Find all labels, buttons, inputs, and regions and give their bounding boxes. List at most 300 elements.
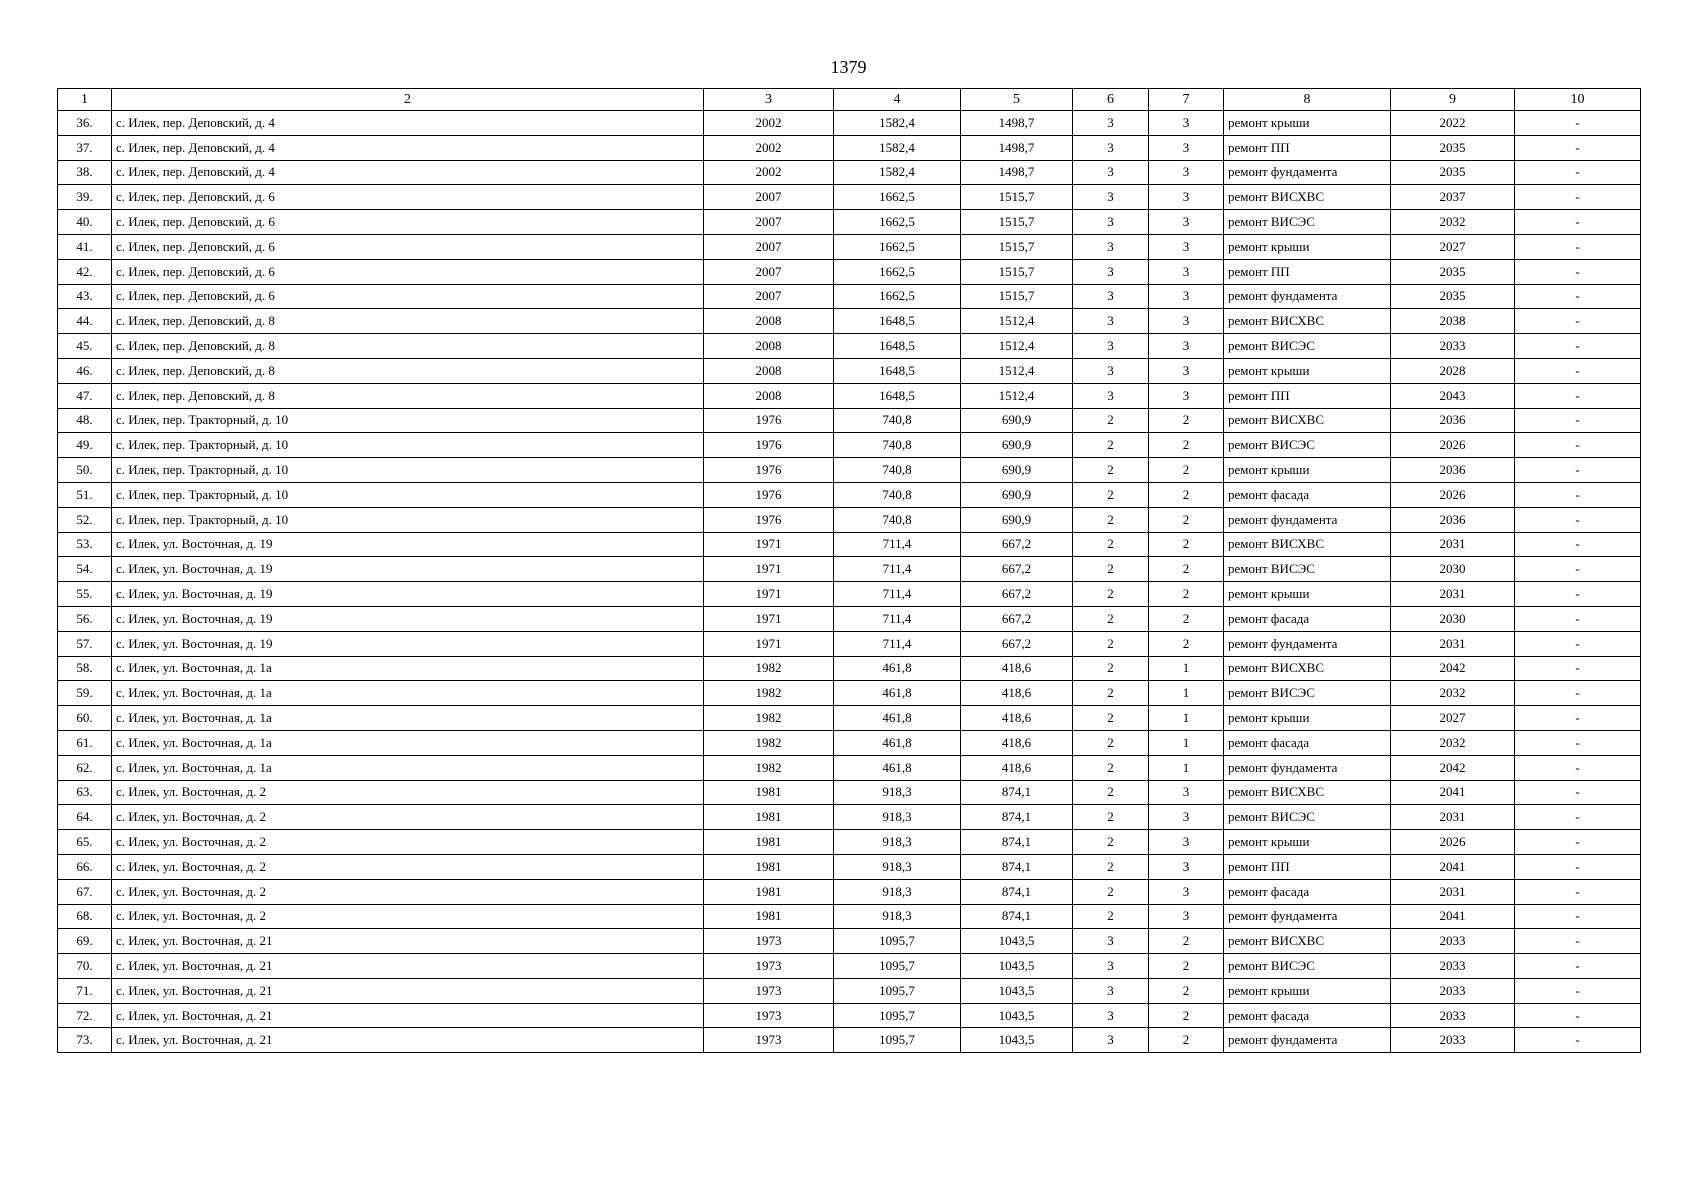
cell-build-year: 1981 <box>704 805 834 830</box>
cell-living-area: 1498,7 <box>961 160 1073 185</box>
cell-row-number: 60. <box>58 706 112 731</box>
cell-row-number: 55. <box>58 582 112 607</box>
cell-note: - <box>1515 606 1641 631</box>
cell-planned-year: 2028 <box>1391 358 1515 383</box>
table-row <box>58 755 1641 780</box>
cell-entrances: 1 <box>1149 681 1224 706</box>
cell-total-area: 1095,7 <box>834 954 961 979</box>
cell-address: с. Илек, пер. Деповский, д. 4 <box>112 111 704 136</box>
cell-entrances: 1 <box>1149 656 1224 681</box>
cell-note: - <box>1515 111 1641 136</box>
cell-work-type: ремонт фасада <box>1224 482 1391 507</box>
cell-total-area: 740,8 <box>834 408 961 433</box>
cell-total-area: 1648,5 <box>834 334 961 359</box>
cell-entrances: 2 <box>1149 1028 1224 1053</box>
cell-planned-year: 2027 <box>1391 234 1515 259</box>
cell-note: - <box>1515 284 1641 309</box>
cell-address: с. Илек, пер. Деповский, д. 4 <box>112 160 704 185</box>
cell-floors: 3 <box>1073 210 1149 235</box>
table-row <box>58 160 1641 185</box>
cell-work-type: ремонт ВИСХВС <box>1224 532 1391 557</box>
cell-planned-year: 2035 <box>1391 135 1515 160</box>
cell-planned-year: 2031 <box>1391 805 1515 830</box>
cell-build-year: 1971 <box>704 532 834 557</box>
cell-address: с. Илек, ул. Восточная, д. 19 <box>112 557 704 582</box>
cell-address: с. Илек, пер. Тракторный, д. 10 <box>112 408 704 433</box>
cell-work-type: ремонт крыши <box>1224 706 1391 731</box>
cell-entrances: 3 <box>1149 358 1224 383</box>
cell-build-year: 1976 <box>704 408 834 433</box>
cell-row-number: 67. <box>58 879 112 904</box>
cell-entrances: 1 <box>1149 730 1224 755</box>
cell-total-area: 740,8 <box>834 458 961 483</box>
cell-entrances: 2 <box>1149 408 1224 433</box>
cell-row-number: 46. <box>58 358 112 383</box>
cell-living-area: 874,1 <box>961 830 1073 855</box>
column-header: 7 <box>1149 89 1224 111</box>
cell-planned-year: 2026 <box>1391 482 1515 507</box>
cell-floors: 3 <box>1073 1028 1149 1053</box>
cell-entrances: 3 <box>1149 135 1224 160</box>
table-row <box>58 656 1641 681</box>
cell-planned-year: 2033 <box>1391 954 1515 979</box>
cell-floors: 3 <box>1073 135 1149 160</box>
cell-planned-year: 2036 <box>1391 408 1515 433</box>
cell-floors: 2 <box>1073 582 1149 607</box>
cell-living-area: 1043,5 <box>961 954 1073 979</box>
cell-planned-year: 2031 <box>1391 879 1515 904</box>
cell-planned-year: 2026 <box>1391 433 1515 458</box>
cell-living-area: 418,6 <box>961 656 1073 681</box>
cell-floors: 2 <box>1073 780 1149 805</box>
cell-address: с. Илек, ул. Восточная, д. 19 <box>112 631 704 656</box>
cell-living-area: 690,9 <box>961 408 1073 433</box>
cell-address: с. Илек, ул. Восточная, д. 19 <box>112 582 704 607</box>
cell-note: - <box>1515 730 1641 755</box>
cell-planned-year: 2035 <box>1391 160 1515 185</box>
cell-entrances: 2 <box>1149 532 1224 557</box>
cell-floors: 3 <box>1073 358 1149 383</box>
table-row <box>58 830 1641 855</box>
column-header: 6 <box>1073 89 1149 111</box>
cell-build-year: 1971 <box>704 631 834 656</box>
table-row <box>58 383 1641 408</box>
cell-row-number: 65. <box>58 830 112 855</box>
cell-address: с. Илек, ул. Восточная, д. 19 <box>112 532 704 557</box>
cell-floors: 2 <box>1073 458 1149 483</box>
column-header: 2 <box>112 89 704 111</box>
cell-total-area: 711,4 <box>834 582 961 607</box>
cell-row-number: 53. <box>58 532 112 557</box>
column-header: 8 <box>1224 89 1391 111</box>
cell-address: с. Илек, ул. Восточная, д. 21 <box>112 929 704 954</box>
cell-note: - <box>1515 929 1641 954</box>
cell-total-area: 1662,5 <box>834 259 961 284</box>
cell-note: - <box>1515 830 1641 855</box>
cell-address: с. Илек, пер. Деповский, д. 6 <box>112 259 704 284</box>
cell-living-area: 1512,4 <box>961 383 1073 408</box>
cell-living-area: 418,6 <box>961 706 1073 731</box>
cell-note: - <box>1515 656 1641 681</box>
cell-address: с. Илек, ул. Восточная, д. 21 <box>112 954 704 979</box>
cell-work-type: ремонт ВИСХВС <box>1224 780 1391 805</box>
cell-floors: 2 <box>1073 532 1149 557</box>
table-row <box>58 507 1641 532</box>
cell-work-type: ремонт крыши <box>1224 234 1391 259</box>
cell-total-area: 740,8 <box>834 507 961 532</box>
cell-floors: 2 <box>1073 854 1149 879</box>
cell-address: с. Илек, пер. Деповский, д. 6 <box>112 210 704 235</box>
cell-living-area: 690,9 <box>961 507 1073 532</box>
cell-build-year: 2008 <box>704 334 834 359</box>
cell-row-number: 41. <box>58 234 112 259</box>
cell-address: с. Илек, пер. Тракторный, д. 10 <box>112 482 704 507</box>
cell-note: - <box>1515 259 1641 284</box>
cell-total-area: 711,4 <box>834 606 961 631</box>
cell-entrances: 3 <box>1149 210 1224 235</box>
cell-address: с. Илек, ул. Восточная, д. 19 <box>112 606 704 631</box>
cell-total-area: 711,4 <box>834 532 961 557</box>
cell-total-area: 1582,4 <box>834 160 961 185</box>
cell-build-year: 1971 <box>704 582 834 607</box>
cell-floors: 2 <box>1073 730 1149 755</box>
table-row <box>58 408 1641 433</box>
cell-planned-year: 2033 <box>1391 1003 1515 1028</box>
cell-build-year: 1982 <box>704 681 834 706</box>
cell-floors: 3 <box>1073 234 1149 259</box>
cell-build-year: 1981 <box>704 879 834 904</box>
cell-note: - <box>1515 185 1641 210</box>
cell-total-area: 1662,5 <box>834 234 961 259</box>
cell-row-number: 43. <box>58 284 112 309</box>
cell-row-number: 62. <box>58 755 112 780</box>
cell-build-year: 2007 <box>704 185 834 210</box>
cell-planned-year: 2035 <box>1391 284 1515 309</box>
table-row <box>58 606 1641 631</box>
cell-work-type: ремонт ВИСЭС <box>1224 557 1391 582</box>
cell-planned-year: 2032 <box>1391 730 1515 755</box>
cell-note: - <box>1515 1003 1641 1028</box>
cell-address: с. Илек, ул. Восточная, д. 1а <box>112 656 704 681</box>
cell-living-area: 667,2 <box>961 557 1073 582</box>
cell-total-area: 711,4 <box>834 631 961 656</box>
cell-row-number: 40. <box>58 210 112 235</box>
cell-note: - <box>1515 334 1641 359</box>
cell-note: - <box>1515 234 1641 259</box>
cell-floors: 2 <box>1073 805 1149 830</box>
table-row <box>58 210 1641 235</box>
cell-build-year: 2002 <box>704 135 834 160</box>
cell-work-type: ремонт ВИСХВС <box>1224 929 1391 954</box>
cell-entrances: 2 <box>1149 582 1224 607</box>
cell-entrances: 3 <box>1149 160 1224 185</box>
cell-note: - <box>1515 160 1641 185</box>
cell-entrances: 3 <box>1149 185 1224 210</box>
cell-living-area: 874,1 <box>961 854 1073 879</box>
cell-work-type: ремонт ВИСЭС <box>1224 210 1391 235</box>
cell-floors: 2 <box>1073 482 1149 507</box>
table-row <box>58 458 1641 483</box>
table-row <box>58 433 1641 458</box>
cell-build-year: 1971 <box>704 557 834 582</box>
cell-total-area: 1648,5 <box>834 358 961 383</box>
table-row <box>58 1028 1641 1053</box>
cell-note: - <box>1515 210 1641 235</box>
table-row <box>58 631 1641 656</box>
cell-entrances: 2 <box>1149 606 1224 631</box>
cell-entrances: 2 <box>1149 954 1224 979</box>
cell-build-year: 1982 <box>704 656 834 681</box>
cell-living-area: 667,2 <box>961 606 1073 631</box>
cell-living-area: 1498,7 <box>961 135 1073 160</box>
cell-planned-year: 2035 <box>1391 259 1515 284</box>
cell-total-area: 918,3 <box>834 830 961 855</box>
cell-entrances: 2 <box>1149 1003 1224 1028</box>
cell-row-number: 47. <box>58 383 112 408</box>
cell-planned-year: 2031 <box>1391 631 1515 656</box>
cell-row-number: 51. <box>58 482 112 507</box>
cell-floors: 3 <box>1073 111 1149 136</box>
cell-living-area: 1515,7 <box>961 210 1073 235</box>
cell-floors: 3 <box>1073 954 1149 979</box>
cell-note: - <box>1515 532 1641 557</box>
cell-build-year: 1981 <box>704 830 834 855</box>
cell-work-type: ремонт ВИСЭС <box>1224 805 1391 830</box>
cell-row-number: 69. <box>58 929 112 954</box>
cell-build-year: 2008 <box>704 358 834 383</box>
cell-work-type: ремонт фундамента <box>1224 631 1391 656</box>
cell-build-year: 2007 <box>704 259 834 284</box>
cell-build-year: 1973 <box>704 1003 834 1028</box>
cell-planned-year: 2033 <box>1391 978 1515 1003</box>
table-row <box>58 557 1641 582</box>
cell-floors: 3 <box>1073 334 1149 359</box>
cell-row-number: 58. <box>58 656 112 681</box>
cell-total-area: 740,8 <box>834 433 961 458</box>
cell-total-area: 1582,4 <box>834 111 961 136</box>
page-number: 1379 <box>830 57 867 77</box>
cell-living-area: 1043,5 <box>961 978 1073 1003</box>
cell-row-number: 63. <box>58 780 112 805</box>
cell-row-number: 50. <box>58 458 112 483</box>
cell-living-area: 1498,7 <box>961 111 1073 136</box>
cell-note: - <box>1515 582 1641 607</box>
cell-living-area: 667,2 <box>961 532 1073 557</box>
cell-living-area: 1515,7 <box>961 284 1073 309</box>
cell-address: с. Илек, пер. Деповский, д. 8 <box>112 309 704 334</box>
cell-row-number: 48. <box>58 408 112 433</box>
table-row <box>58 879 1641 904</box>
cell-note: - <box>1515 482 1641 507</box>
cell-planned-year: 2041 <box>1391 854 1515 879</box>
cell-row-number: 54. <box>58 557 112 582</box>
cell-work-type: ремонт крыши <box>1224 582 1391 607</box>
cell-entrances: 3 <box>1149 334 1224 359</box>
cell-floors: 2 <box>1073 631 1149 656</box>
cell-total-area: 918,3 <box>834 780 961 805</box>
cell-floors: 3 <box>1073 185 1149 210</box>
cell-note: - <box>1515 557 1641 582</box>
cell-living-area: 690,9 <box>961 433 1073 458</box>
cell-total-area: 461,8 <box>834 681 961 706</box>
table-row <box>58 1003 1641 1028</box>
cell-entrances: 2 <box>1149 978 1224 1003</box>
cell-row-number: 64. <box>58 805 112 830</box>
cell-note: - <box>1515 358 1641 383</box>
cell-total-area: 461,8 <box>834 656 961 681</box>
cell-entrances: 3 <box>1149 111 1224 136</box>
cell-planned-year: 2031 <box>1391 532 1515 557</box>
cell-row-number: 52. <box>58 507 112 532</box>
cell-address: с. Илек, пер. Деповский, д. 6 <box>112 234 704 259</box>
cell-living-area: 874,1 <box>961 805 1073 830</box>
cell-floors: 2 <box>1073 433 1149 458</box>
cell-planned-year: 2031 <box>1391 582 1515 607</box>
cell-floors: 3 <box>1073 309 1149 334</box>
cell-work-type: ремонт ПП <box>1224 135 1391 160</box>
cell-planned-year: 2041 <box>1391 780 1515 805</box>
table-row <box>58 780 1641 805</box>
cell-work-type: ремонт фундамента <box>1224 755 1391 780</box>
table-row <box>58 929 1641 954</box>
cell-planned-year: 2043 <box>1391 383 1515 408</box>
cell-work-type: ремонт ВИСЭС <box>1224 681 1391 706</box>
cell-address: с. Илек, пер. Деповский, д. 8 <box>112 334 704 359</box>
cell-total-area: 918,3 <box>834 805 961 830</box>
cell-work-type: ремонт крыши <box>1224 358 1391 383</box>
cell-build-year: 1981 <box>704 904 834 929</box>
cell-build-year: 1976 <box>704 458 834 483</box>
cell-row-number: 73. <box>58 1028 112 1053</box>
table-row <box>58 284 1641 309</box>
cell-address: с. Илек, ул. Восточная, д. 2 <box>112 805 704 830</box>
cell-planned-year: 2033 <box>1391 1028 1515 1053</box>
cell-entrances: 3 <box>1149 309 1224 334</box>
cell-living-area: 418,6 <box>961 755 1073 780</box>
cell-work-type: ремонт фасада <box>1224 606 1391 631</box>
table-row <box>58 706 1641 731</box>
cell-entrances: 2 <box>1149 631 1224 656</box>
cell-planned-year: 2042 <box>1391 755 1515 780</box>
cell-note: - <box>1515 458 1641 483</box>
cell-note: - <box>1515 805 1641 830</box>
cell-planned-year: 2032 <box>1391 210 1515 235</box>
cell-work-type: ремонт ПП <box>1224 259 1391 284</box>
cell-entrances: 2 <box>1149 557 1224 582</box>
cell-work-type: ремонт ВИСЭС <box>1224 334 1391 359</box>
cell-living-area: 874,1 <box>961 904 1073 929</box>
cell-address: с. Илек, ул. Восточная, д. 1а <box>112 755 704 780</box>
cell-note: - <box>1515 904 1641 929</box>
cell-entrances: 3 <box>1149 284 1224 309</box>
cell-row-number: 37. <box>58 135 112 160</box>
cell-planned-year: 2030 <box>1391 557 1515 582</box>
cell-entrances: 3 <box>1149 234 1224 259</box>
cell-total-area: 918,3 <box>834 854 961 879</box>
cell-floors: 3 <box>1073 929 1149 954</box>
cell-address: с. Илек, ул. Восточная, д. 1а <box>112 706 704 731</box>
cell-planned-year: 2037 <box>1391 185 1515 210</box>
cell-note: - <box>1515 706 1641 731</box>
cell-address: с. Илек, пер. Тракторный, д. 10 <box>112 458 704 483</box>
column-header: 9 <box>1391 89 1515 111</box>
cell-living-area: 1043,5 <box>961 1003 1073 1028</box>
cell-row-number: 44. <box>58 309 112 334</box>
cell-build-year: 2008 <box>704 383 834 408</box>
cell-row-number: 70. <box>58 954 112 979</box>
header-row <box>58 89 1641 111</box>
table-row <box>58 854 1641 879</box>
table-row <box>58 904 1641 929</box>
cell-build-year: 2002 <box>704 160 834 185</box>
cell-entrances: 3 <box>1149 830 1224 855</box>
cell-total-area: 918,3 <box>834 879 961 904</box>
cell-address: с. Илек, ул. Восточная, д. 1а <box>112 681 704 706</box>
cell-floors: 2 <box>1073 557 1149 582</box>
cell-build-year: 2007 <box>704 234 834 259</box>
cell-row-number: 45. <box>58 334 112 359</box>
cell-build-year: 2008 <box>704 309 834 334</box>
table-row <box>58 111 1641 136</box>
cell-planned-year: 2022 <box>1391 111 1515 136</box>
cell-address: с. Илек, ул. Восточная, д. 2 <box>112 904 704 929</box>
cell-row-number: 72. <box>58 1003 112 1028</box>
cell-build-year: 2007 <box>704 210 834 235</box>
table-row <box>58 681 1641 706</box>
cell-row-number: 36. <box>58 111 112 136</box>
cell-build-year: 1976 <box>704 433 834 458</box>
cell-total-area: 1095,7 <box>834 929 961 954</box>
cell-build-year: 1982 <box>704 706 834 731</box>
cell-entrances: 2 <box>1149 433 1224 458</box>
cell-work-type: ремонт крыши <box>1224 111 1391 136</box>
cell-living-area: 690,9 <box>961 458 1073 483</box>
cell-floors: 2 <box>1073 755 1149 780</box>
cell-floors: 3 <box>1073 259 1149 284</box>
cell-address: с. Илек, пер. Деповский, д. 8 <box>112 358 704 383</box>
table-row <box>58 185 1641 210</box>
cell-work-type: ремонт фасада <box>1224 1003 1391 1028</box>
cell-floors: 2 <box>1073 408 1149 433</box>
cell-build-year: 2002 <box>704 111 834 136</box>
cell-entrances: 1 <box>1149 755 1224 780</box>
table-row <box>58 482 1641 507</box>
cell-living-area: 1043,5 <box>961 929 1073 954</box>
cell-living-area: 874,1 <box>961 780 1073 805</box>
cell-planned-year: 2038 <box>1391 309 1515 334</box>
table-row <box>58 334 1641 359</box>
cell-entrances: 2 <box>1149 482 1224 507</box>
cell-floors: 2 <box>1073 656 1149 681</box>
cell-planned-year: 2027 <box>1391 706 1515 731</box>
cell-work-type: ремонт ПП <box>1224 854 1391 879</box>
cell-work-type: ремонт ВИСЭС <box>1224 433 1391 458</box>
cell-note: - <box>1515 854 1641 879</box>
cell-address: с. Илек, ул. Восточная, д. 21 <box>112 978 704 1003</box>
cell-build-year: 1982 <box>704 755 834 780</box>
cell-planned-year: 2032 <box>1391 681 1515 706</box>
cell-row-number: 56. <box>58 606 112 631</box>
cell-floors: 2 <box>1073 830 1149 855</box>
cell-build-year: 1973 <box>704 929 834 954</box>
cell-entrances: 3 <box>1149 383 1224 408</box>
cell-living-area: 1043,5 <box>961 1028 1073 1053</box>
cell-note: - <box>1515 1028 1641 1053</box>
cell-total-area: 918,3 <box>834 904 961 929</box>
cell-build-year: 1973 <box>704 954 834 979</box>
cell-entrances: 3 <box>1149 854 1224 879</box>
table-body <box>58 111 1641 1053</box>
